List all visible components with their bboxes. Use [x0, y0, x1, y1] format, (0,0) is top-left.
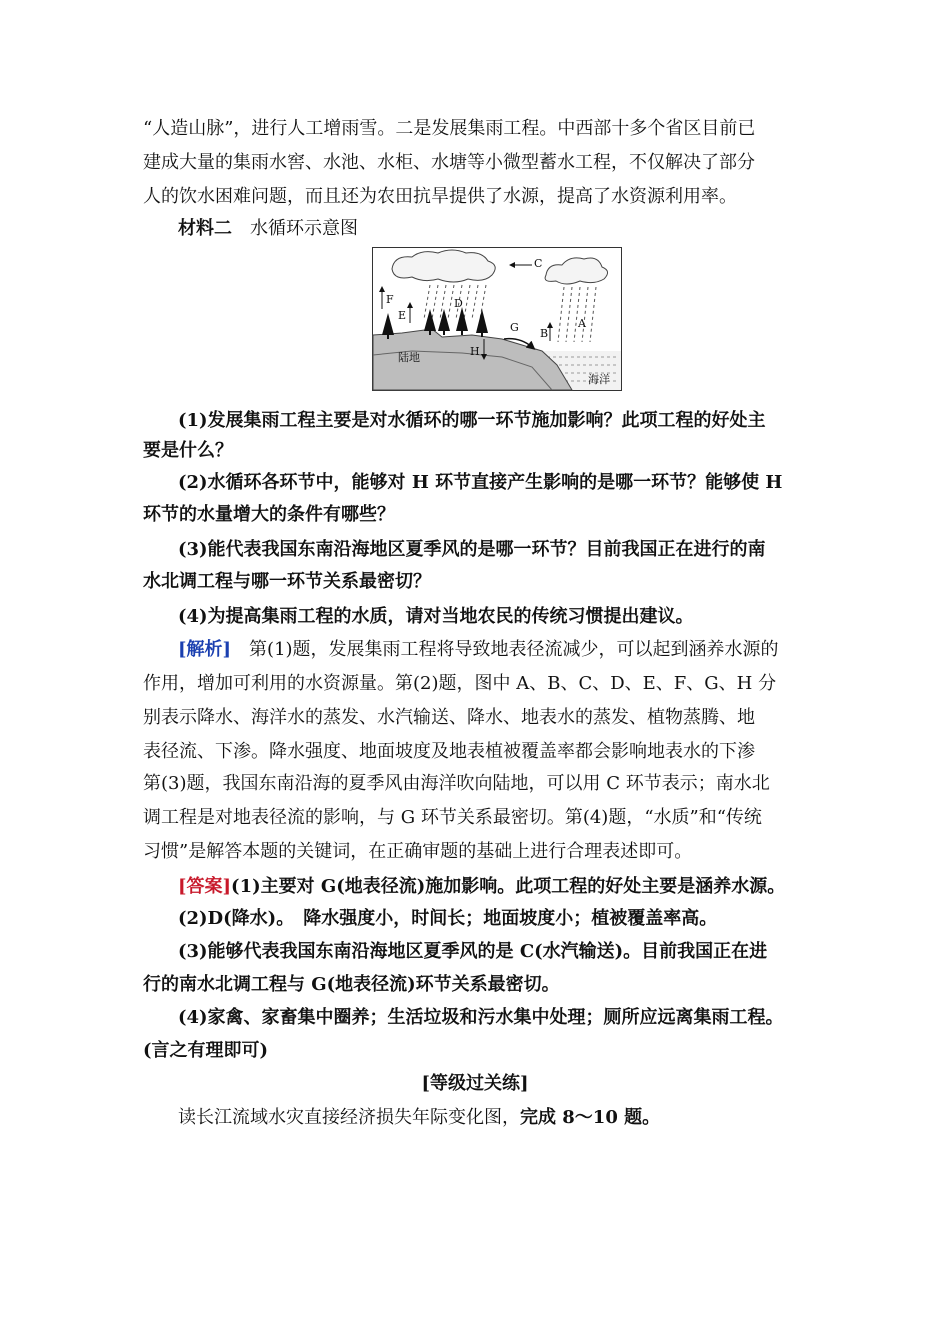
reading-prompt [178, 1105, 660, 1131]
question-3-line-1: (3)能代表我国东南沿海地区夏季风的是哪一环节？目前我国正在进行的南 [178, 539, 766, 560]
intro-line-2: 建成大量的集雨水窖、水池、水柜、水塘等小微型蓄水工程，不仅解决了部分 [143, 152, 755, 173]
question-2-line-1: (2)水循环各环节中，能够对 H 环节直接产生影响的是哪一环节？能够使 H [178, 472, 783, 493]
analysis-line-6: 调工程是对地表径流的影响，与 G 环节关系最密切。第(4)题，“水质”和“传统 [143, 807, 762, 828]
answer-line-1 [178, 874, 785, 900]
answer-tag: [答案] [178, 876, 232, 897]
material-label: 材料二 [178, 218, 232, 239]
answer-text-1: (1)主要对 G(地表径流)施加影响。此项工程的好处主要是涵养水源。 [231, 876, 786, 897]
answer-line-4: 行的南水北调工程与 G(地表径流)环节关系最密切。 [143, 974, 560, 995]
label-c: C [534, 257, 543, 270]
question-3-line-2: 水北调工程与哪一环节关系最密切？ [143, 571, 431, 592]
analysis-line-2: 作用，增加可利用的水资源量。第(2)题，图中 A、B、C、D、E、F、G、H 分 [143, 673, 777, 694]
intro-line-3: 人的饮水困难问题，而且还为农田抗旱提供了水源，提高了水资源利用率。 [143, 186, 737, 207]
label-g: G [510, 321, 519, 334]
material-heading [178, 216, 358, 242]
analysis-line-7: 习惯”是解答本题的关键词，在正确审题的基础上进行合理表述即可。 [143, 841, 693, 862]
analysis-tag: [解析] [178, 639, 232, 660]
label-land: 陆地 [398, 351, 420, 364]
answer-line-6: (言之有理即可) [143, 1040, 269, 1061]
section-title: [等级过关练] [421, 1073, 529, 1094]
label-a: A [578, 317, 586, 330]
answer-line-2: (2)D(降水)。 降水强度小，时间长；地面坡度小；植被覆盖率高。 [178, 908, 718, 929]
water-cycle-diagram [372, 247, 622, 391]
analysis-line-5: 第(3)题，我国东南沿海的夏季风由海洋吹向陆地，可以用 C 环节表示；南水北 [143, 773, 770, 794]
analysis-line-4: 表径流、下渗。降水强度、地面坡度及地表植被覆盖率都会影响地表水的下渗 [143, 741, 755, 762]
answer-line-5: (4)家禽、家畜集中圈养；生活垃圾和污水集中处理；厕所应远离集雨工程。 [178, 1007, 784, 1028]
label-f: F [386, 293, 394, 306]
reading-text: 读长江流域水灾直接经济损失年际变化图， [178, 1107, 520, 1128]
question-4: (4)为提高集雨工程的水质，请对当地农民的传统习惯提出建议。 [178, 606, 694, 627]
analysis-text-1: 第(1)题，发展集雨工程将导致地表径流减少，可以起到涵养水源的 [231, 639, 779, 660]
label-d: D [454, 297, 463, 310]
material-title: 水循环示意图 [250, 218, 358, 239]
question-1-line-1: (1)发展集雨工程主要是对水循环的哪一环节施加影响？此项工程的好处主 [178, 410, 766, 431]
answer-line-3: (3)能够代表我国东南沿海地区夏季风的是 C(水汽输送)。目前我国正在进 [178, 941, 768, 962]
analysis-line-1 [178, 637, 779, 663]
question-2-line-2: 环节的水量增大的条件有哪些？ [143, 504, 395, 525]
label-h: H [470, 345, 480, 358]
label-ocean: 海洋 [588, 373, 610, 386]
label-e: E [398, 309, 407, 322]
reading-range: 完成 8～10 题。 [520, 1107, 661, 1128]
analysis-line-3: 别表示降水、海洋水的蒸发、水汽输送、降水、地表水的蒸发、植物蒸腾、地 [143, 707, 755, 728]
intro-line-1: “人造山脉”，进行人工增雨雪。二是发展集雨工程。中西部十多个省区目前已 [143, 118, 756, 139]
question-1-line-2: 要是什么？ [143, 440, 233, 461]
label-b: B [540, 327, 549, 340]
